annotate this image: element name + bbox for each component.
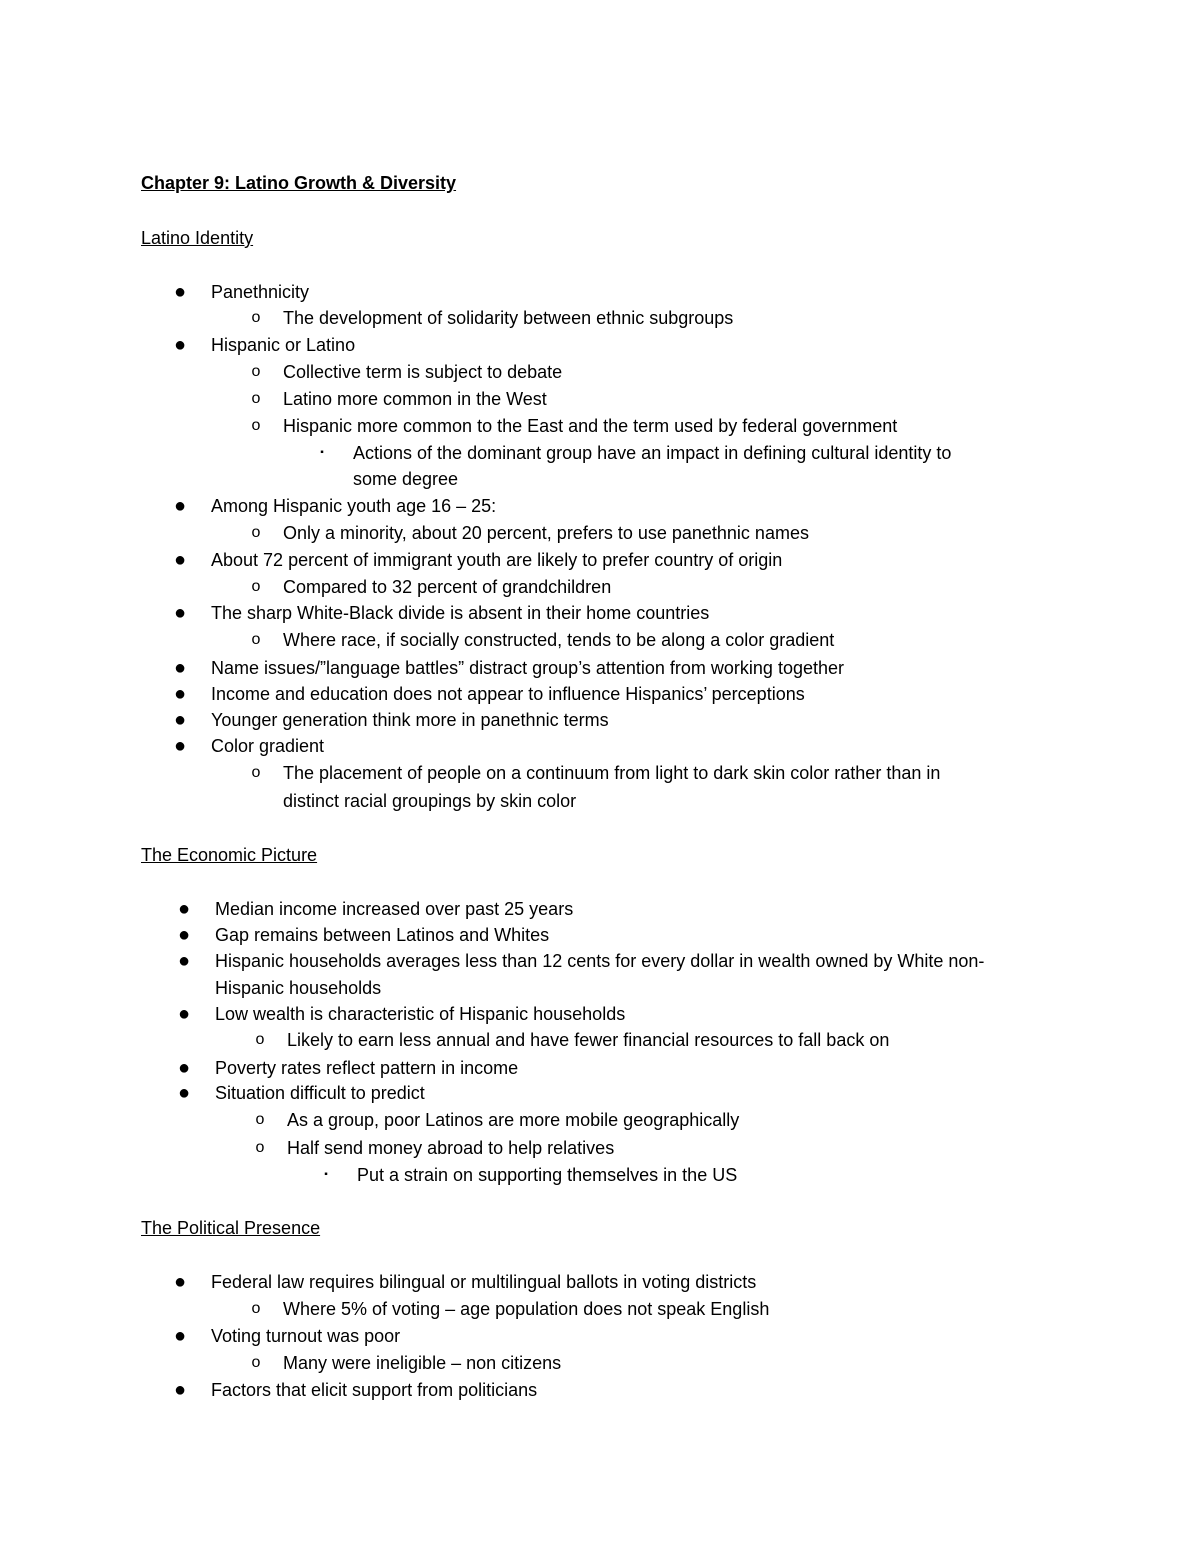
bullet-disc: ● bbox=[173, 549, 187, 571]
page-title: Chapter 9: Latino Growth & Diversity bbox=[141, 173, 457, 193]
list-item: Where 5% of voting – age population does not speak English bbox=[283, 1299, 770, 1319]
list-item: Put a strain on supporting themselves in the US bbox=[357, 1165, 738, 1185]
list-item: Factors that elicit support from politicians bbox=[211, 1380, 538, 1400]
list-item: Hispanic or Latino bbox=[211, 335, 356, 355]
bullet-circle: o bbox=[251, 764, 261, 781]
list-item: Hispanic more common to the East and the term used by federal government bbox=[283, 416, 898, 436]
list-item: Compared to 32 percent of grandchildren bbox=[283, 577, 612, 597]
list-item: Likely to earn less annual and have fewer financial resources to fall back on bbox=[287, 1030, 890, 1050]
bullet-disc: ● bbox=[177, 950, 191, 972]
list-item: Federal law requires bilingual or multilingual ballots in voting districts bbox=[211, 1272, 757, 1292]
list-item: Situation difficult to predict bbox=[215, 1083, 425, 1103]
list-item: Actions of the dominant group have an impact in defining cultural identity to bbox=[353, 443, 952, 463]
bullet-disc: ● bbox=[173, 1325, 187, 1347]
bullet-disc: ● bbox=[173, 657, 187, 679]
list-item: Younger generation think more in panethnic terms bbox=[211, 710, 609, 730]
bullet-circle: o bbox=[255, 1111, 265, 1128]
bullet-circle: o bbox=[251, 631, 261, 648]
list-item: Low wealth is characteristic of Hispanic households bbox=[215, 1004, 626, 1024]
bullet-circle: o bbox=[255, 1031, 265, 1048]
list-item: Gap remains between Latinos and Whites bbox=[215, 925, 550, 945]
list-item: Median income increased over past 25 years bbox=[215, 899, 574, 919]
bullet-disc: ● bbox=[177, 924, 191, 946]
bullet-disc: ● bbox=[177, 898, 191, 920]
section-heading-economic-picture: The Economic Picture bbox=[141, 845, 318, 865]
list-item: Name issues/”language battles” distract group’s attention from working together bbox=[211, 658, 844, 678]
bullet-disc: ● bbox=[177, 1003, 191, 1025]
bullet-disc: ● bbox=[177, 1057, 191, 1079]
list-item-continuation: distinct racial groupings by skin color bbox=[283, 791, 577, 811]
bullet-disc: ● bbox=[173, 683, 187, 705]
list-item: Voting turnout was poor bbox=[211, 1326, 401, 1346]
bullet-circle: o bbox=[251, 309, 261, 326]
list-item: Color gradient bbox=[211, 736, 325, 756]
bullet-circle: o bbox=[251, 578, 261, 595]
bullet-disc: ● bbox=[173, 602, 187, 624]
bullet-square: ▪ bbox=[324, 1169, 328, 1180]
list-item: Latino more common in the West bbox=[283, 389, 547, 409]
list-item: Hispanic households averages less than 12 cents for every dollar in wealth owned by White non- bbox=[215, 951, 985, 971]
list-item: About 72 percent of immigrant youth are likely to prefer country of origin bbox=[211, 550, 783, 570]
section-heading-political-presence: The Political Presence bbox=[141, 1218, 321, 1238]
bullet-disc: ● bbox=[173, 281, 187, 303]
list-item: Income and education does not appear to influence Hispanics’ perceptions bbox=[211, 684, 805, 704]
list-item: Among Hispanic youth age 16 – 25: bbox=[211, 496, 497, 516]
list-item: Collective term is subject to debate bbox=[283, 362, 563, 382]
list-item: Half send money abroad to help relatives bbox=[287, 1138, 615, 1158]
bullet-disc: ● bbox=[173, 735, 187, 757]
bullet-circle: o bbox=[251, 524, 261, 541]
bullet-disc: ● bbox=[173, 1379, 187, 1401]
bullet-disc: ● bbox=[173, 334, 187, 356]
bullet-circle: o bbox=[251, 417, 261, 434]
list-item-continuation: Hispanic households bbox=[215, 978, 382, 998]
bullet-disc: ● bbox=[177, 1082, 191, 1104]
section-heading-latino-identity: Latino Identity bbox=[141, 228, 254, 248]
list-item: As a group, poor Latinos are more mobile geographically bbox=[287, 1110, 740, 1130]
bullet-square: ▪ bbox=[320, 447, 324, 458]
bullet-circle: o bbox=[255, 1139, 265, 1156]
list-item: The sharp White-Black divide is absent in their home countries bbox=[211, 603, 710, 623]
list-item: Poverty rates reflect pattern in income bbox=[215, 1058, 519, 1078]
list-item: The placement of people on a continuum from light to dark skin color rather than in bbox=[283, 763, 941, 783]
list-item: Many were ineligible – non citizens bbox=[283, 1353, 562, 1373]
bullet-disc: ● bbox=[173, 1271, 187, 1293]
bullet-circle: o bbox=[251, 363, 261, 380]
bullet-disc: ● bbox=[173, 495, 187, 517]
list-item: The development of solidarity between ethnic subgroups bbox=[283, 308, 734, 328]
list-item: Panethnicity bbox=[211, 282, 310, 302]
bullet-circle: o bbox=[251, 390, 261, 407]
bullet-circle: o bbox=[251, 1300, 261, 1317]
bullet-disc: ● bbox=[173, 709, 187, 731]
bullet-circle: o bbox=[251, 1354, 261, 1371]
list-item: Only a minority, about 20 percent, prefers to use panethnic names bbox=[283, 523, 809, 543]
list-item-continuation: some degree bbox=[353, 469, 459, 489]
list-item: Where race, if socially constructed, tends to be along a color gradient bbox=[283, 630, 835, 650]
